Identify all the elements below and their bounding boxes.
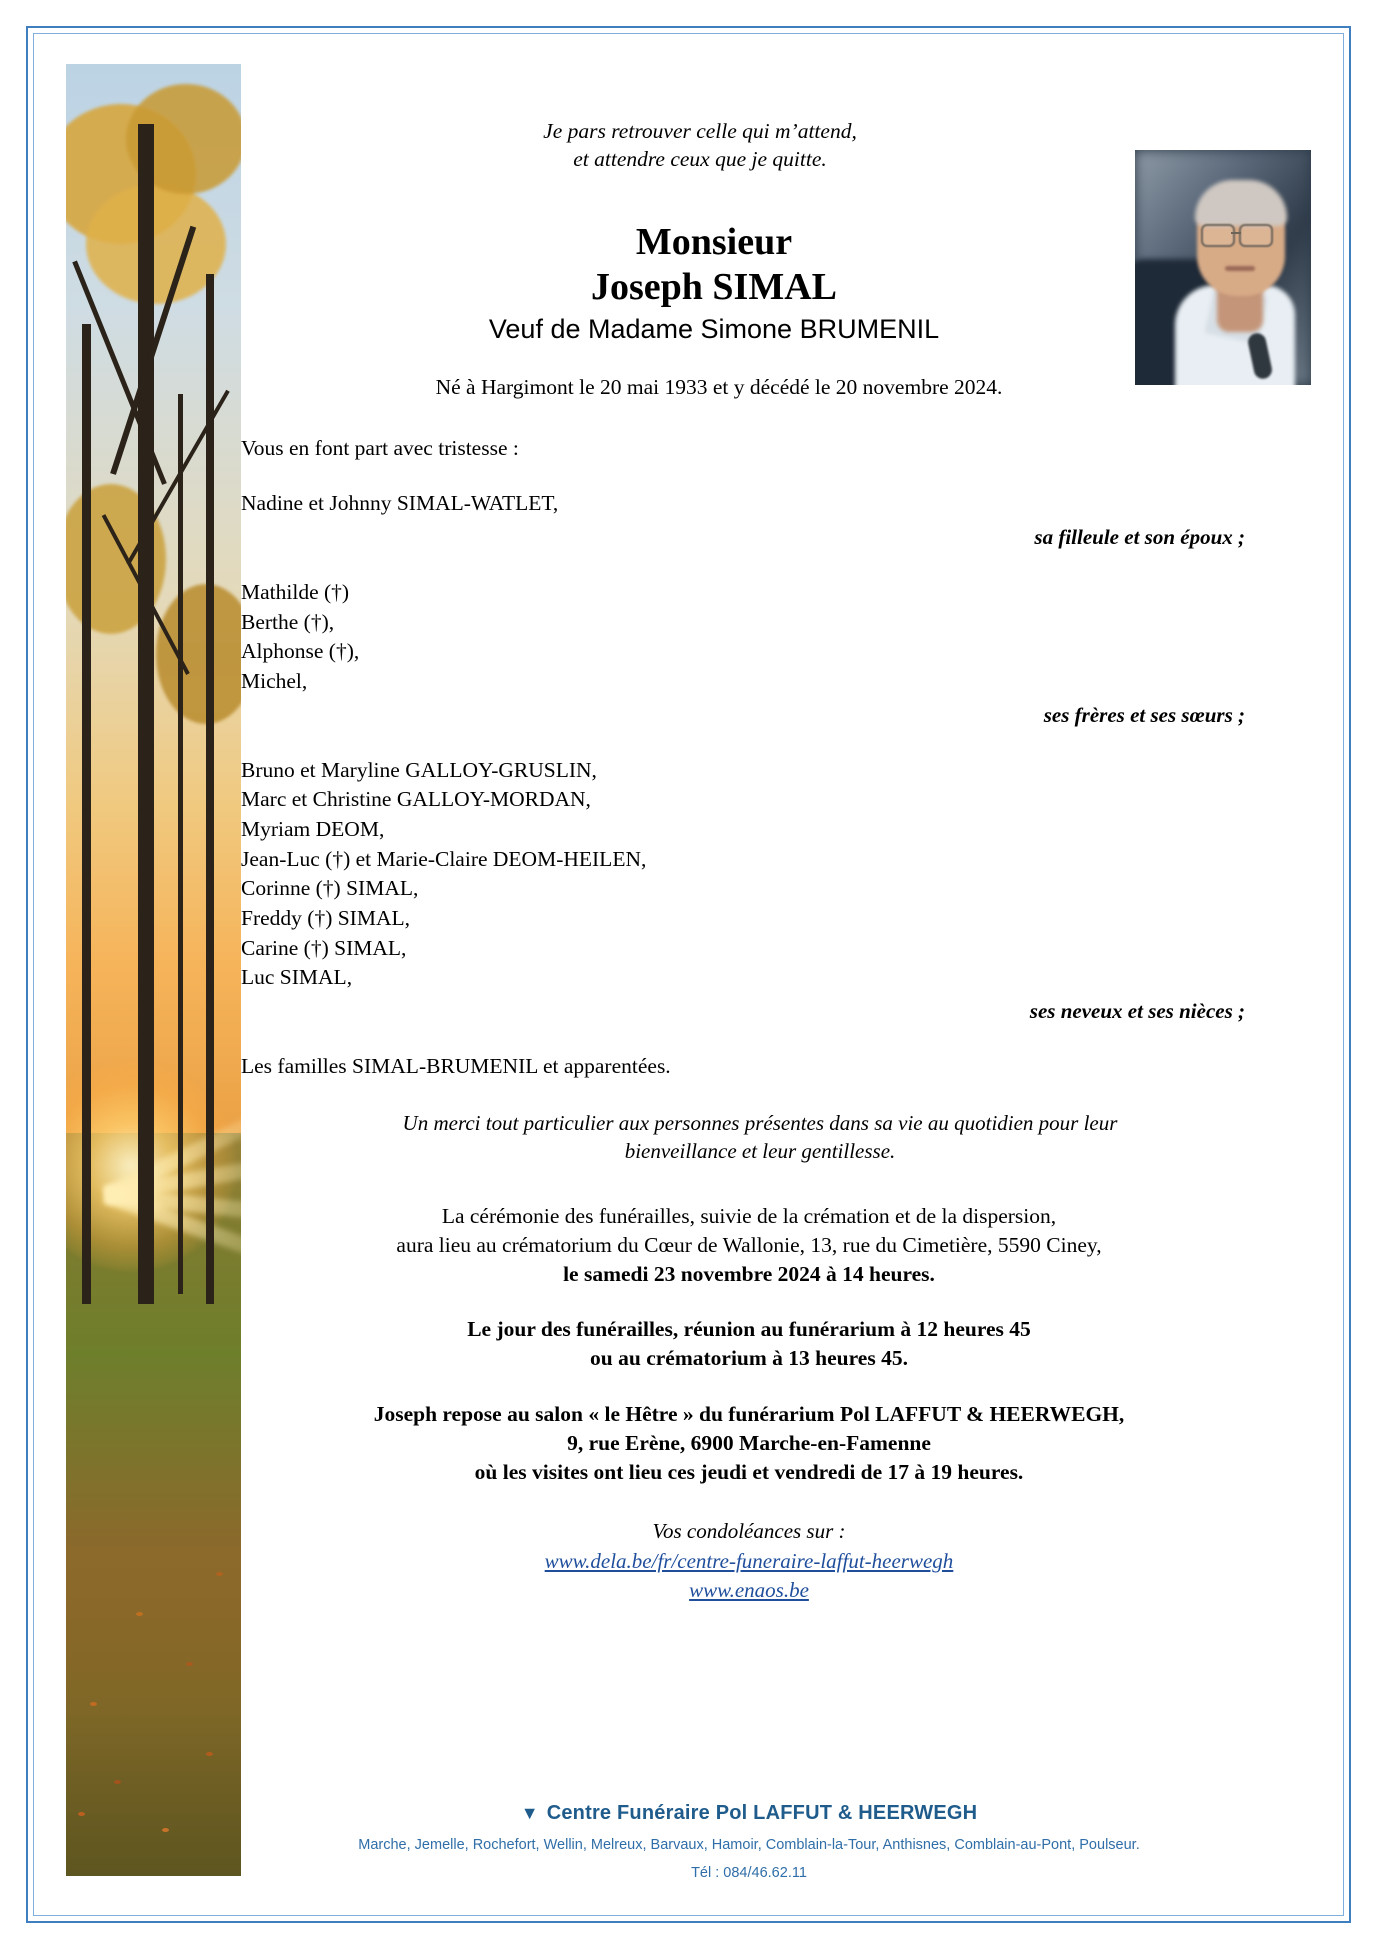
condolences-label: Vos condoléances sur : <box>652 1519 846 1544</box>
condolences-block <box>241 1517 1337 1605</box>
relative-name: Alphonse (†), <box>241 639 360 664</box>
triangle-down-icon: ▼ <box>520 1803 539 1823</box>
relative-name: Mathilde (†) <box>241 580 350 604</box>
epigraph-line-1: Je pars retrouver celle qui m’attend, <box>543 119 857 143</box>
gathering-paragraph <box>241 1315 1337 1373</box>
ceremony-paragraph <box>241 1202 1337 1290</box>
gathering-line-2: ou au crématorium à 13 heures 45. <box>590 1346 908 1371</box>
photo-fallen-leaf <box>162 1828 169 1832</box>
condolences-link-enaos[interactable]: www.enaos.be <box>689 1578 809 1603</box>
relative-name: Freddy (†) SIMAL, <box>241 905 410 930</box>
relatives-group-2 <box>241 578 1337 730</box>
relative-name: Marc et Christine GALLOY-MORDAN, <box>241 787 591 812</box>
footer-phone: Tél : 084/46.62.11 <box>691 1865 807 1881</box>
card-content <box>40 40 1337 1909</box>
relatives-role: ses frères et ses sœurs ; <box>1043 702 1245 727</box>
relative-name: Berthe (†), <box>241 609 335 634</box>
repose-line-1: Joseph repose au salon « le Hêtre » du funérarium Pol LAFFUT & HEERWEGH, <box>373 1401 1125 1426</box>
footer-cities: Marche, Jemelle, Rochefort, Wellin, Melreux, Barvaux, Hamoir, Comblain-la-Tour, Anthisnes, Comblain-au-Pont, Poulseur. <box>358 1837 1140 1853</box>
repose-line-3: où les visites ont lieu ces jeudi et vendredi de 17 à 19 heures. <box>474 1460 1024 1485</box>
relatives-names <box>241 756 1337 993</box>
relatives-names <box>241 489 1337 519</box>
photo-fallen-leaf <box>114 1780 121 1784</box>
footer-company-line <box>241 1802 1257 1825</box>
portrait-glasses-left <box>1201 224 1235 247</box>
relative-name: Myriam DEOM, <box>241 816 385 841</box>
autumn-forest-photo <box>66 64 241 1876</box>
ceremony-datetime: le samedi 23 novembre 2024 à 14 heures. <box>563 1261 935 1286</box>
photo-tree-trunk <box>178 394 183 1294</box>
epigraph-line-2: et attendre ceux que je quitte. <box>573 147 827 172</box>
portrait-mouth <box>1225 266 1255 271</box>
relative-name: Carine (†) SIMAL, <box>241 935 407 960</box>
photo-grass <box>66 1550 241 1876</box>
relatives-role: sa filleule et son époux ; <box>1034 525 1245 550</box>
photo-fallen-leaf <box>78 1812 85 1816</box>
relative-name: Michel, <box>241 668 308 693</box>
relative-name: Luc SIMAL, <box>241 965 353 990</box>
thanks-paragraph <box>241 1109 1337 1166</box>
deceased-name: Joseph SIMAL <box>591 265 837 308</box>
photo-fallen-leaf <box>136 1612 143 1616</box>
photo-tree-trunk <box>138 124 154 1304</box>
photo-fallen-leaf <box>90 1702 97 1706</box>
deceased-spouse-line: Veuf de Madame Simone BRUMENIL <box>488 314 940 345</box>
families-line: Les familles SIMAL-BRUMENIL et apparentées. <box>241 1053 671 1078</box>
text-column <box>241 64 1337 1909</box>
thanks-line-1: Un merci tout particulier aux personnes présentes dans sa vie au quotidien pour leur <box>402 1110 1118 1135</box>
portrait-glasses-right <box>1239 224 1273 247</box>
relative-name: Nadine et Johnny SIMAL-WATLET, <box>241 491 559 516</box>
footer <box>241 1802 1337 1881</box>
relatives-names <box>241 578 1337 697</box>
repose-line-2: 9, rue Erène, 6900 Marche-en-Famenne <box>567 1430 931 1455</box>
relative-name: Jean-Luc (†) et Marie-Claire DEOM-HEILEN, <box>241 846 647 871</box>
announce-line: Vous en font part avec tristesse : <box>241 435 519 460</box>
photo-fallen-leaf <box>206 1752 213 1756</box>
photo-fallen-leaf <box>186 1662 193 1666</box>
relatives-group-3 <box>241 756 1337 1026</box>
relatives-role: ses neveux et ses nièces ; <box>1029 998 1245 1023</box>
photo-tree-trunk <box>82 324 91 1304</box>
photo-foliage <box>86 184 226 304</box>
relative-name: Corinne (†) SIMAL, <box>241 876 419 901</box>
footer-company-name: Centre Funéraire Pol LAFFUT & HEERWEGH <box>546 1802 978 1824</box>
photo-fallen-leaf <box>216 1572 223 1576</box>
birth-death-line: Né à Hargimont le 20 mai 1933 et y décédé le 20 novembre 2024. <box>435 374 1003 399</box>
thanks-line-2: bienveillance et leur gentillesse. <box>624 1139 896 1164</box>
ceremony-line-1: La cérémonie des funérailles, suivie de la crémation et de la dispersion, <box>441 1203 1057 1228</box>
relatives-group-1 <box>241 489 1337 552</box>
gathering-line-1: Le jour des funérailles, réunion au funérarium à 12 heures 45 <box>467 1317 1031 1342</box>
ceremony-line-2: aura lieu au crématorium du Cœur de Wallonie, 13, rue du Cimetière, 5590 Ciney, <box>396 1232 1102 1257</box>
condolences-link-dela[interactable]: www.dela.be/fr/centre-funeraire-laffut-heerwegh <box>544 1548 954 1573</box>
relative-name: Bruno et Maryline GALLOY-GRUSLIN, <box>241 757 597 782</box>
deceased-portrait-photo <box>1135 150 1311 385</box>
deceased-title: Monsieur <box>635 220 793 263</box>
repose-paragraph <box>241 1400 1337 1488</box>
portrait-glasses-bridge <box>1231 232 1241 234</box>
